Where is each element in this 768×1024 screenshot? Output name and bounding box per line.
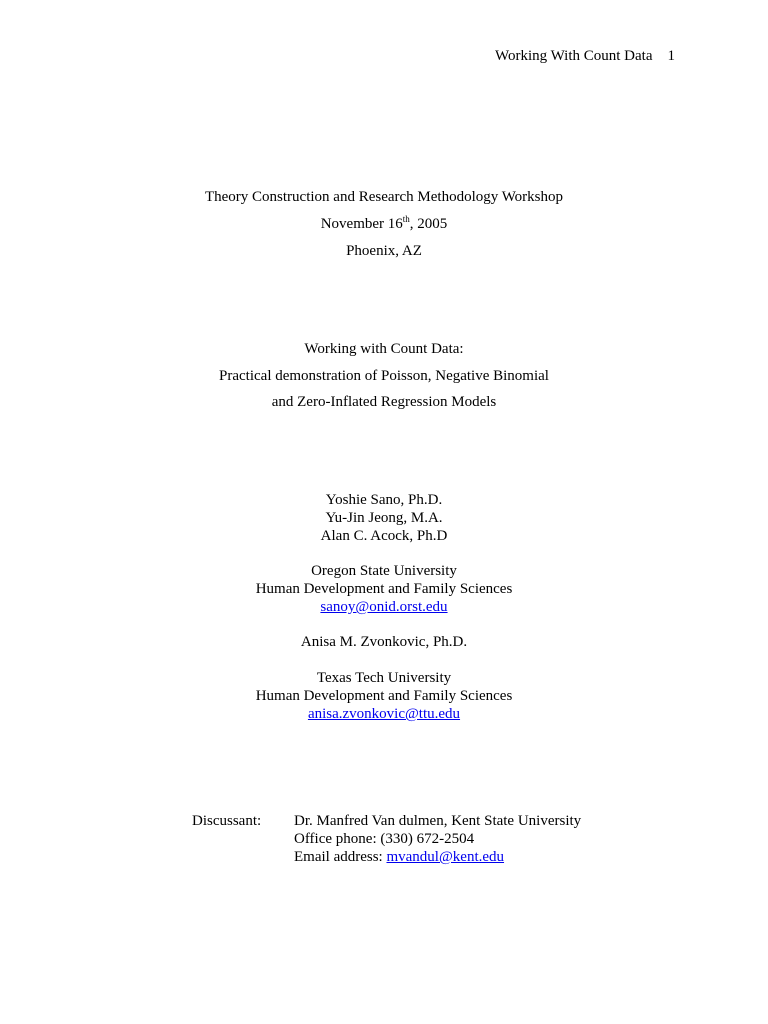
author-email-row: [0, 706, 768, 723]
discussant-email-link[interactable]: mvandul@kent.edu: [386, 849, 505, 865]
affiliation-department: Human Development and Family Sciences: [255, 688, 513, 704]
discussant-name: Dr. Manfred Van dulmen, Kent State University: [294, 813, 582, 829]
author-email-row: [0, 599, 768, 616]
affiliation-department: Human Development and Family Sciences: [255, 581, 513, 597]
workshop-location: Phoenix, AZ: [346, 243, 422, 259]
date-day: November 16: [320, 216, 403, 232]
affiliation-university: Oregon State University: [311, 563, 457, 579]
paper-title-line-3: and Zero-Inflated Regression Models: [271, 394, 497, 410]
author-email-link[interactable]: sanoy@onid.orst.edu: [320, 599, 448, 615]
discussant-email-label: Email address:: [294, 849, 387, 865]
discussant-email-row: [294, 849, 504, 866]
author-name: Yu-Jin Jeong, M.A.: [325, 510, 443, 526]
author-name: Anisa M. Zvonkovic, Ph.D.: [300, 634, 468, 650]
running-head: [495, 48, 675, 65]
workshop-title: Theory Construction and Research Methodology Workshop: [204, 189, 564, 205]
date-ordinal: th: [402, 214, 410, 224]
paper-title-line-2: Practical demonstration of Poisson, Negative Binomial: [219, 368, 549, 384]
running-head-title: Working With Count Data: [495, 48, 653, 64]
discussant-phone: Office phone: (330) 672-2504: [294, 831, 475, 847]
date-year: , 2005: [409, 216, 448, 232]
author-email-link[interactable]: anisa.zvonkovic@ttu.edu: [307, 706, 461, 722]
author-name: Yoshie Sano, Ph.D.: [325, 492, 443, 508]
page-number: 1: [667, 48, 675, 64]
affiliation-university: Texas Tech University: [316, 670, 452, 686]
discussant-label: Discussant:: [192, 813, 262, 829]
author-name: Alan C. Acock, Ph.D: [320, 528, 448, 544]
paper-title-line-1: Working with Count Data:: [304, 341, 464, 357]
workshop-date: [0, 216, 768, 233]
